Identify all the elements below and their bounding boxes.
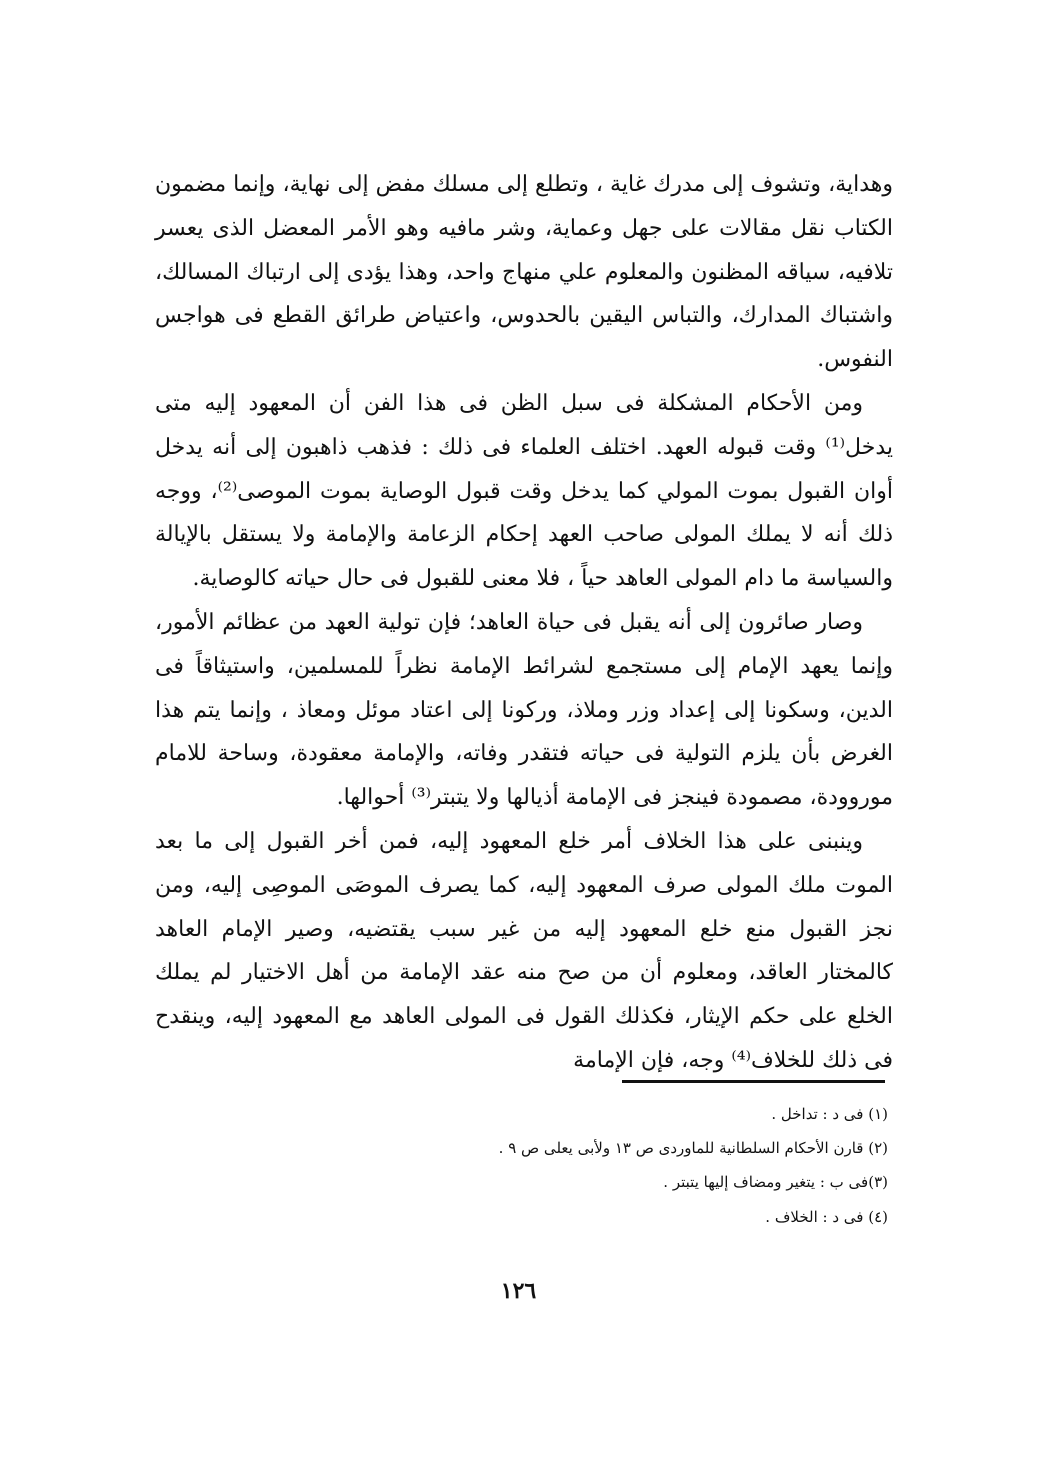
paragraph-4: وينبنى على هذا الخلاف أمر خلع المعهود إليه، فمن أخر القبول إلى ما بعد الموت ملك المولى صرف المعهود إليه، كما يصرف الموصَى الموصِى إليه، ومن نجز القبول منع خلع المعهود إليه من غير سبب يقتضيه، وصير الإمام العاهد كالمختار العاقد، ومعلوم أن من صح منه عقد الإمامة من أهل الاختيار لم يملك الخلع على حكم الإيثار، فكذلك القول فى المولى العاهد مع المعهود إليه، وينقدح فى ذلك للخلاف⁽⁴⁾ وجه، فإن الإمامة	[155, 828, 893, 1073]
footnote-2: (٢) قارن الأحكام السلطانية للماوردى ص ١٣ ولأبى يعلى ص ٩ .	[498, 1139, 888, 1158]
footnotes	[400, 1097, 888, 1234]
page-number: ١٢٦	[500, 1278, 537, 1304]
main-text	[155, 163, 893, 1083]
paragraph-1: وهداية، وتشوف إلى مدرك غاية ، وتطلع إلى مسلك مفض إلى نهاية، وإنما مضمون الكتاب نقل مقالات على جهل وعماية، وشر مافيه وهو الأمر المعضل الذى يعسر تلافيه، سياقه المظنون والمعلوم علي منهاج واحد، وهذا يؤدى إلى ارتباك المسالك، واشتباك المدارك، والتباس اليقين بالحدوس، واعتياض طرائق القطع فى هواجس النفوس.	[155, 172, 893, 373]
footnote-3: (٣)فى ب : يتغير ومضاف إليها يتبتر .	[663, 1173, 888, 1192]
footnote-4: (٤) فى د : الخلاف .	[765, 1207, 888, 1226]
paragraph-3: وصار صائرون إلى أنه يقبل فى حياة العاهد؛ فإن تولية العهد من عظائم الأمور، وإنما يعهد الإمام إلى مستجمع لشرائط الإمامة نظراً للمسلمين، واستيثاقاً فى الدين، وسكونا إلى إعداد وزر وملاذ، وركونا إلى اعتاد موئل ومعاذ ، وإنما يتم هذا الغرض بأن يلزم التولية فى حياته فتقدر وفاته، والإمامة معقودة، وساحة للامام موروودة، مصمودة فينجز فى الإمامة أذيالها ولا يتبتر⁽³⁾ أحوالها.	[155, 609, 893, 811]
paragraph-2: ومن الأحكام المشكلة فى سبل الظن فى هذا الفن أن المعهود إليه متى يدخل⁽¹⁾ وقت قبوله العهد. اختلف العلماء فى ذلك : فذهب ذاهبون إلى أنه يدخل أوان القبول بموت المولي كما يدخل وقت قبول الوصاية بموت الموصى⁽²⁾، ووجه ذلك أنه لا يملك المولى صاحب العهد إحكام الزعامة والإمامة ولا يستقل بالإيالة والسياسة ما دام المولى العاهد حياً ، فلا معنى للقبول فى حال حياته كالوصاية.	[155, 390, 894, 592]
footnote-1: (١) فى د : تداخل .	[771, 1105, 888, 1123]
footnote-separator	[622, 1080, 885, 1083]
